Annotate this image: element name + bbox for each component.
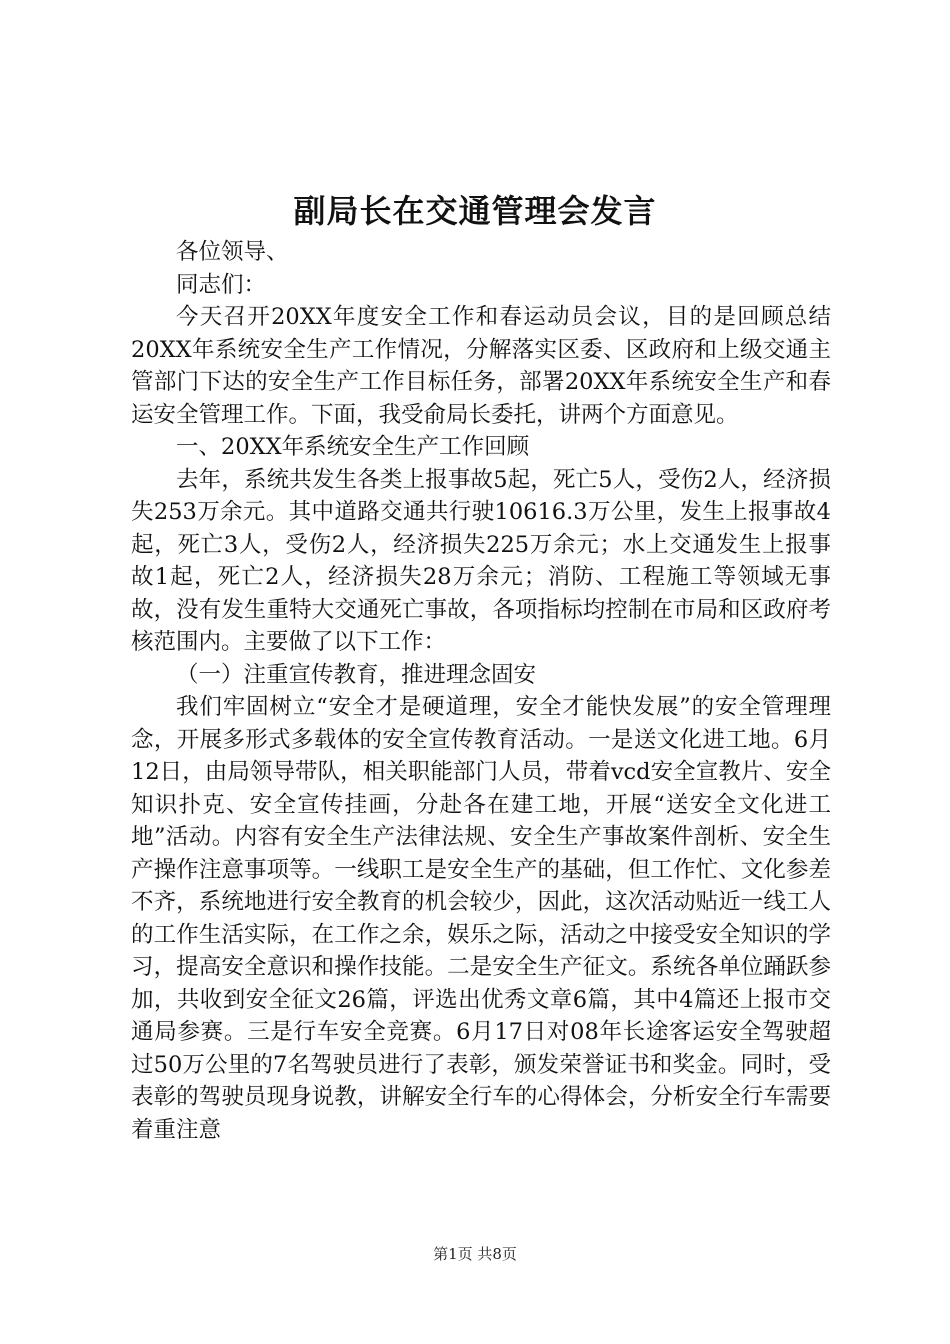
education-paragraph: 我们牢固树立“安全才是硬道理，安全才能快发展”的安全管理理念，开展多形式多载体的安全宣传教育活动。一是送文化进工地。6月12日，由局领导带队，相关职能部门人员，带着vcd安全宣教片、安全知识扑克、安全宣传挂画，分赴各在建工地，开展“送安全文化进工地”活动。内容有安全生产法律法规、安全生产事故案件剖析、安全生产操作注意事项等。一线职工是安全生产的基础，但工作忙、文化参差不齐，系统地进行安全教育的机会较少，因此，这次活动贴近一线工人的工作生活实际，在工作之余，娱乐之际，活动之中接受安全知识的学习，提高安全意识和操作技能。二是安全生产征文。系统各单位踊跃参加，共收到安全征文26篇，评选出优秀文章6篇，其中4篇还上报市交通局参赛。三是行车安全竞赛。6月17日对08年长途客运安全驾驶超过50万公里的7名驾驶员进行了表彰，颁发荣誉证书和奖金。同时，受表彰的驾驶员现身说教，讲解安全行车的心得体会，分析安全行车需要着重注意 [131,694,831,1143]
document-body [131,236,831,1146]
subsection-heading-education: （一）注重宣传教育，推进理念固安 [176,661,537,688]
intro-paragraph: 今天召开20XX年度安全工作和春运动员会议，目的是回顾总结20XX年系统安全生产工作情况，分解落实区委、区政府和上级交通主管部门下达的安全生产工作目标任务，部署20XX年系统安全生产和春运安全管理工作。下面，我受俞局长委托，讲两个方面意见。 [131,304,831,428]
salutation-comrades: 同志们： [176,271,267,298]
section-heading-review: 一、20XX年系统安全生产工作回顾 [176,434,530,460]
document-title: 副局长在交通管理会发言 [293,192,657,230]
review-paragraph: 去年，系统共发生各类上报事故5起，死亡5人，受伤2人，经济损失253万余元。其中道路交通共行驶10616.3万公里，发生上报事故4起，死亡3人，受伤2人，经济损失225万余元；水上交通发生上报事故1起，死亡2人，经济损失28万余元；消防、工程施工等领域无事故，没有发生重特大交通死亡事故，各项指标均控制在市局和区政府考核范围内。主要做了以下工作： [131,466,831,655]
page-footer: 第1页 共8页 [433,1245,517,1263]
salutation-leaders: 各位领导、 [176,239,289,265]
